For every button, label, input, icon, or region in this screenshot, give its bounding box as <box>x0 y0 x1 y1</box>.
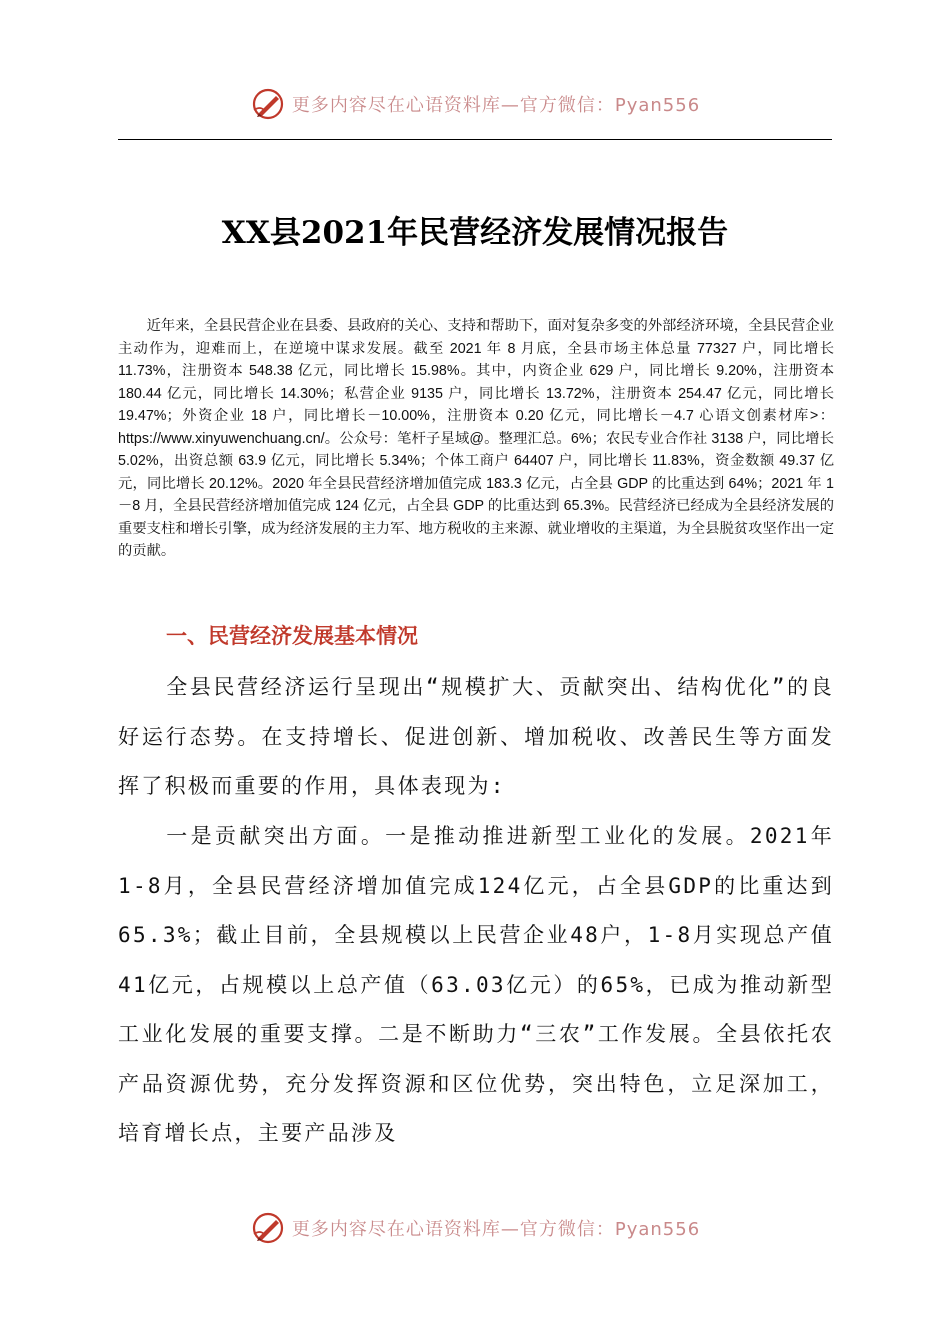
body-paragraph-2: 一是贡献突出方面。一是推动推进新型工业化的发展。2021年1-8月，全县民营经济增加值完成124亿元，占全县GDP的比重达到65.3%；截止目前，全县规模以上民营企业48户，1-8月实现总产值41亿元，占规模以上总产值（63.03亿元）的65%，已成为推动新型工业化发展的重要支撑。二是不断助力“三农”工作发展。全县依托农产品资源优势，充分发挥资源和区位优势，突出特色，立足深加工，培育增长点，主要产品涉及 <box>118 824 834 1145</box>
pen-logo-icon <box>250 86 286 122</box>
pen-logo-icon <box>250 1210 286 1246</box>
intro-paragraph: 近年来，全县民营企业在县委、县政府的关心、支持和帮助下，面对复杂多变的外部经济环境，全县民营企业主动作为，迎难而上，在逆境中谋求发展。截至 2021 年 8 月底，全县市场主体总量 77327 户，同比增长 11.73%，注册资本 548.38 亿元，同比增长 15.98%。其中，内资企业 629 户，同比增长 9.20%，注册资本 180.44 亿元，同比增长 14.30%；私营企业 9135 户，同比增长 13.72%，注册资本 254.47 亿元，同比增长 19.47%；外资企业 18 户，同比增长－10.00%，注册资本 0.20 亿元，同比增长－4.7 心语文创素材库>：https://www.xinyuwenchuang.cn/。公众号：笔杆子星域@。整理汇总。6%；农民专业合作社 3138 户，同比增长 5.02%，出资总额 63.9 亿元，同比增长 5.34%；个体工商户 64407 户，同比增长 11.83%，资金数额 49.37 亿元，同比增长 20.12%。2020 年全县民营经济增加值完成 183.3 亿元，占全县 GDP 的比重达到 64%；2021 年 1－8 月，全县民营经济增加值完成 124 亿元，占全县 GDP 的比重达到 65.3%。民营经济已经成为全县经济发展的重要支柱和增长引擎，成为经济发展的主力军、地方税收的主来源、就业增收的主渠道，为全县脱贫攻坚作出一定的贡献。 <box>118 318 834 559</box>
footer-watermark <box>0 1208 950 1248</box>
body-paragraph-1: 全县民营经济运行呈现出“规模扩大、贡献突出、结构优化”的良好运行态势。在支持增长、促进创新、增加税收、改善民生等方面发挥了积极而重要的作用，具体表现为: <box>118 675 834 798</box>
section-heading: 一、民营经济发展基本情况 <box>166 624 418 648</box>
header-watermark <box>0 84 950 124</box>
header-divider <box>118 139 832 140</box>
footer-watermark-text: 更多内容尽在心语资料库—官方微信：Pyan556 <box>291 1219 701 1240</box>
document-title: XX县2021年民营经济发展情况报告 <box>221 214 729 251</box>
header-watermark-text: 更多内容尽在心语资料库—官方微信：Pyan556 <box>291 95 701 116</box>
